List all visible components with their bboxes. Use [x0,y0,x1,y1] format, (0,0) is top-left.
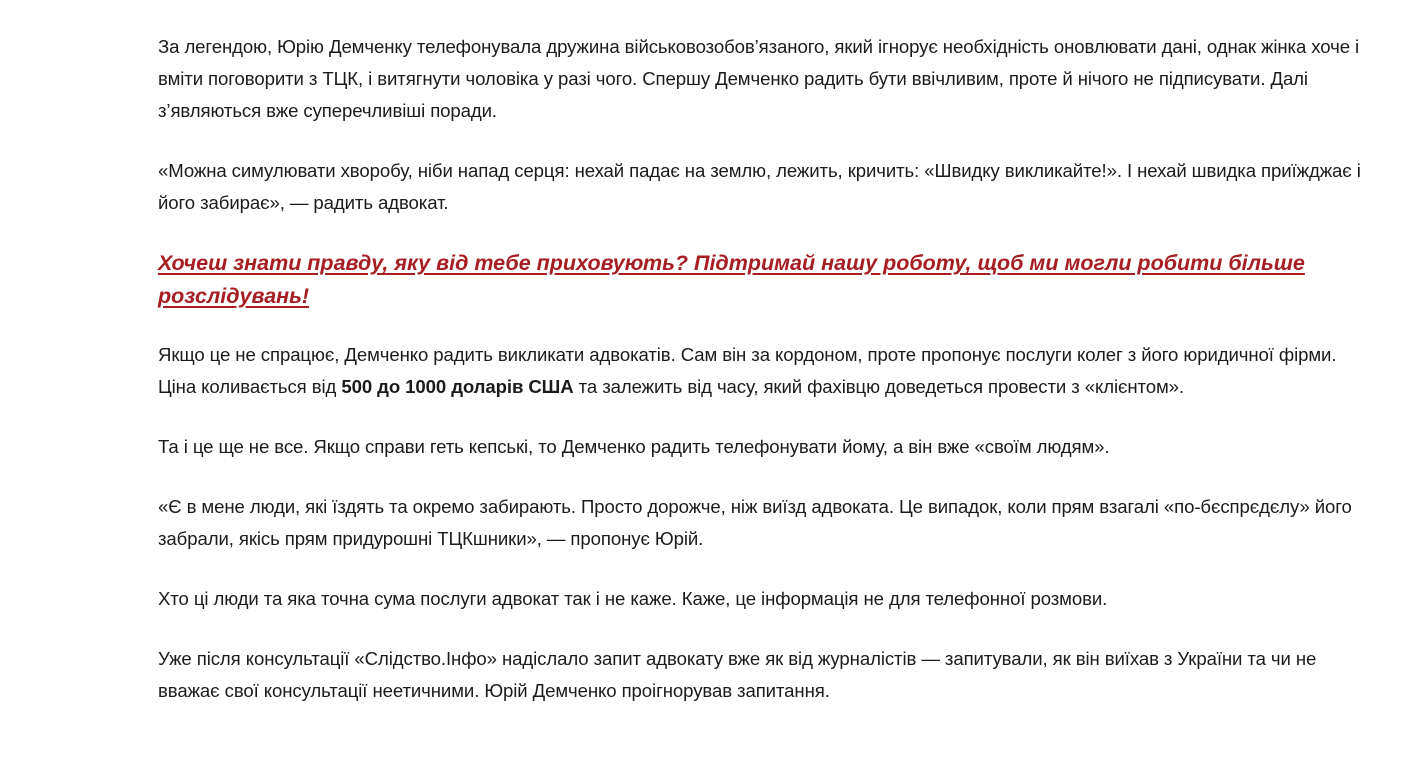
quote-paragraph: «Є в мене люди, які їздять та окремо забирають. Просто дорожче, ніж виїзд адвоката. Це випадок, коли прям взагалі «по-бєспрєдєлу» його забрали, якісь прям придурошні ТЦКшники», — пропонує Юрій. [158,496,1352,549]
paragraph: Та і це ще не все. Якщо справи геть кепські, то Демченко радить телефонувати йому, а він вже «своїм людям». [158,436,1110,457]
price-highlight: 500 до 1000 доларів США [341,376,574,397]
paragraph-text: Якщо це не спрацює, Демченко радить викликати адвокатів. Сам він за кордоном, проте пропонує послуги колег з його юридичної фірми. Ціна коливається від [158,344,1337,397]
paragraph: Уже після консультації «Слідство.Інфо» надіслало запит адвокату вже як від журналістів — запитували, як він виїхав з України та чи не вважає свої консультації неетичними. Юрій Демченко проігнорував запитання. [158,648,1317,701]
paragraph [158,339,1370,403]
article-body [158,31,1370,735]
paragraph: За легендою, Юрію Демченку телефонувала дружина військовозобов’язаного, який ігнорує необхідність оновлювати дані, однак жінка хоче і вміти поговорити з ТЦК, і витягнути чоловіка у разі чого. Спершу Демченко радить бути ввічливим, проте й нічого не підписувати. Далі з’являються вже суперечливіші поради. [158,36,1360,121]
quote-paragraph: «Можна симулювати хворобу, ніби напад серця: нехай падає на землю, лежить, кричить: «Швидку викликайте!». І нехай швидка приїжджає і його забирає», — радить адвокат. [158,160,1361,213]
support-link[interactable]: Хочеш знати правду, яку від тебе приховують? Підтримай нашу роботу, щоб ми могли робити більше розслідувань! [158,251,1305,308]
paragraph-text: та залежить від часу, який фахівцю доведеться провести з «клієнтом». [573,376,1184,397]
paragraph: Хто ці люди та яка точна сума послуги адвокат так і не каже. Каже, це інформація не для телефонної розмови. [158,588,1108,609]
support-callout [158,247,1370,313]
